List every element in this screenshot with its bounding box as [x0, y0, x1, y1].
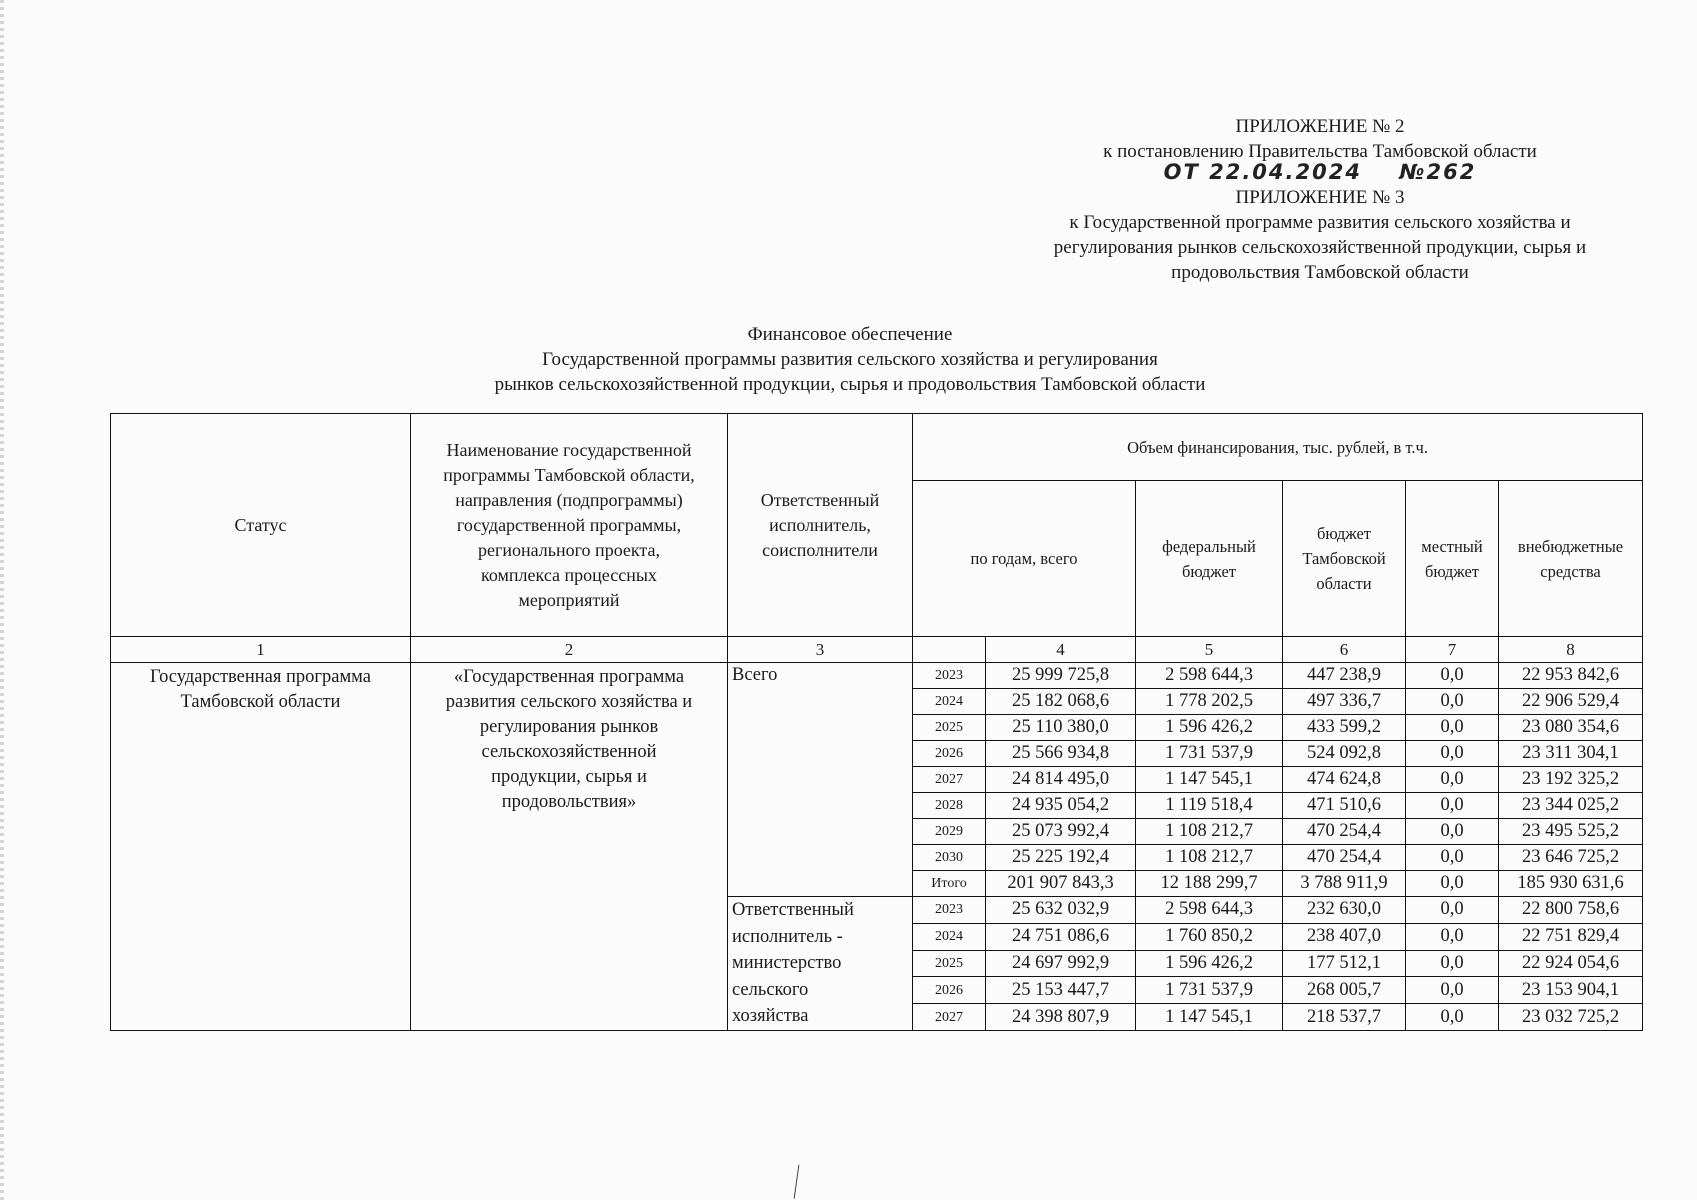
- total-cell: 24 697 992,9: [986, 950, 1136, 977]
- local-cell: 0,0: [1406, 819, 1499, 845]
- local-cell: 0,0: [1406, 741, 1499, 767]
- header-status: Статус: [111, 414, 411, 637]
- local-cell: 0,0: [1406, 845, 1499, 871]
- year-cell: 2027: [913, 767, 986, 793]
- year-cell: 2030: [913, 845, 986, 871]
- year-cell: 2028: [913, 793, 986, 819]
- local-cell: 0,0: [1406, 793, 1499, 819]
- column-number: 4: [986, 637, 1136, 663]
- year-cell: 2026: [913, 977, 986, 1004]
- column-numbers-row: [111, 637, 1643, 663]
- federal-cell: 1 596 426,2: [1136, 715, 1283, 741]
- regional-cell: 238 407,0: [1283, 923, 1406, 950]
- year-cell: 2023: [913, 897, 986, 924]
- regional-cell: 471 510,6: [1283, 793, 1406, 819]
- local-cell: 0,0: [1406, 767, 1499, 793]
- extrabudgetary-cell: 23 192 325,2: [1499, 767, 1643, 793]
- column-number: 7: [1406, 637, 1499, 663]
- federal-cell: 1 108 212,7: [1136, 845, 1283, 871]
- federal-cell: 1 147 545,1: [1136, 767, 1283, 793]
- regional-cell: 497 336,7: [1283, 689, 1406, 715]
- decree-reference: к постановлению Правительства Тамбовской области: [1103, 141, 1537, 162]
- total-cell: 24 935 054,2: [986, 793, 1136, 819]
- extrabudgetary-cell: 185 930 631,6: [1499, 871, 1643, 897]
- regional-cell: 447 238,9: [1283, 663, 1406, 689]
- federal-cell: 1 119 518,4: [1136, 793, 1283, 819]
- regional-cell: 433 599,2: [1283, 715, 1406, 741]
- regional-cell: 470 254,4: [1283, 819, 1406, 845]
- federal-cell: 1 108 212,7: [1136, 819, 1283, 845]
- total-cell: 25 153 447,7: [986, 977, 1136, 1004]
- extrabudgetary-cell: 23 344 025,2: [1499, 793, 1643, 819]
- title-line: Финансовое обеспечение: [747, 324, 953, 345]
- local-cell: 0,0: [1406, 950, 1499, 977]
- program-reference: [1000, 210, 1640, 285]
- year-cell: 2025: [913, 950, 986, 977]
- column-number-blank: [913, 637, 986, 663]
- executor-cell: Ответственный исполнитель - министерство сельского хозяйства: [728, 897, 913, 1031]
- handwritten-date-number: [1000, 161, 1640, 185]
- column-number: 3: [728, 637, 913, 663]
- year-cell: 2026: [913, 741, 986, 767]
- regional-cell: 474 624,8: [1283, 767, 1406, 793]
- year-cell: 2029: [913, 819, 986, 845]
- total-cell: 24 814 495,0: [986, 767, 1136, 793]
- regional-cell: 470 254,4: [1283, 845, 1406, 871]
- local-cell: 0,0: [1406, 715, 1499, 741]
- year-cell: 2027: [913, 1004, 986, 1031]
- extrabudgetary-cell: 23 153 904,1: [1499, 977, 1643, 1004]
- header-local: местный бюджет: [1406, 481, 1499, 637]
- extrabudgetary-cell: 22 751 829,4: [1499, 923, 1643, 950]
- total-cell: 25 566 934,8: [986, 741, 1136, 767]
- local-cell: 0,0: [1406, 923, 1499, 950]
- total-cell: 25 632 032,9: [986, 897, 1136, 924]
- local-cell: 0,0: [1406, 663, 1499, 689]
- financing-table: [110, 413, 1643, 1031]
- local-cell: 0,0: [1406, 871, 1499, 897]
- header-federal: федеральный бюджет: [1136, 481, 1283, 637]
- year-cell: 2024: [913, 689, 986, 715]
- total-cell: 201 907 843,3: [986, 871, 1136, 897]
- total-cell: 25 999 725,8: [986, 663, 1136, 689]
- regional-cell: 3 788 911,9: [1283, 871, 1406, 897]
- total-cell: 25 182 068,6: [986, 689, 1136, 715]
- regional-cell: 218 537,7: [1283, 1004, 1406, 1031]
- extrabudgetary-cell: 23 495 525,2: [1499, 819, 1643, 845]
- extrabudgetary-cell: 22 906 529,4: [1499, 689, 1643, 715]
- regional-cell: 232 630,0: [1283, 897, 1406, 924]
- federal-cell: 1 731 537,9: [1136, 741, 1283, 767]
- executor-cell: Всего: [728, 663, 913, 897]
- federal-cell: 2 598 644,3: [1136, 663, 1283, 689]
- local-cell: 0,0: [1406, 977, 1499, 1004]
- total-cell: 25 225 192,4: [986, 845, 1136, 871]
- header-funding: Объем финансирования, тыс. рублей, в т.ч.: [913, 414, 1643, 481]
- header-row-1: [111, 414, 1643, 481]
- annex-header: [1000, 114, 1640, 285]
- column-number: 8: [1499, 637, 1643, 663]
- header-executor: Ответственный исполнитель, соисполнители: [728, 414, 913, 637]
- federal-cell: 1 596 426,2: [1136, 950, 1283, 977]
- document-title: [350, 322, 1350, 397]
- title-line: рынков сельскохозяйственной продукции, сырья и продовольствия Тамбовской области: [494, 374, 1206, 395]
- total-cell: 25 073 992,4: [986, 819, 1136, 845]
- total-cell: 24 398 807,9: [986, 1004, 1136, 1031]
- column-number: 1: [111, 637, 411, 663]
- annex-2-label: ПРИЛОЖЕНИЕ № 2: [1235, 116, 1405, 137]
- federal-cell: 1 778 202,5: [1136, 689, 1283, 715]
- status-cell: Государственная программа Тамбовской области: [111, 663, 411, 1031]
- extrabudgetary-cell: 23 032 725,2: [1499, 1004, 1643, 1031]
- federal-cell: 2 598 644,3: [1136, 897, 1283, 924]
- header-name: Наименование государственной программы Тамбовской области, направления (подпрограммы) государственной программы, регионального проекта, комплекса процессных мероприятий: [411, 414, 728, 637]
- handwritten-date: ОТ 22.04.2024: [1163, 160, 1362, 184]
- year-cell: 2023: [913, 663, 986, 689]
- handwritten-number: №262: [1399, 160, 1477, 184]
- local-cell: 0,0: [1406, 689, 1499, 715]
- header-extrabudgetary: внебюджетные средства: [1499, 481, 1643, 637]
- column-number: 5: [1136, 637, 1283, 663]
- total-cell: 24 751 086,6: [986, 923, 1136, 950]
- table-row: [111, 663, 1643, 689]
- column-number: 2: [411, 637, 728, 663]
- regional-cell: 177 512,1: [1283, 950, 1406, 977]
- federal-cell: 12 188 299,7: [1136, 871, 1283, 897]
- federal-cell: 1 760 850,2: [1136, 923, 1283, 950]
- extrabudgetary-cell: 22 800 758,6: [1499, 897, 1643, 924]
- year-cell: Итого: [913, 871, 986, 897]
- regional-cell: 524 092,8: [1283, 741, 1406, 767]
- program-reference-line: регулирования рынков сельскохозяйственной продукции, сырья и: [1053, 237, 1587, 258]
- local-cell: 0,0: [1406, 897, 1499, 924]
- federal-cell: 1 147 545,1: [1136, 1004, 1283, 1031]
- extrabudgetary-cell: 23 080 354,6: [1499, 715, 1643, 741]
- program-reference-line: продовольствия Тамбовской области: [1171, 262, 1469, 283]
- extrabudgetary-cell: 23 646 725,2: [1499, 845, 1643, 871]
- column-number: 6: [1283, 637, 1406, 663]
- header-by-years: по годам, всего: [913, 481, 1136, 637]
- total-cell: 25 110 380,0: [986, 715, 1136, 741]
- annex-3-label: ПРИЛОЖЕНИЕ № 3: [1235, 187, 1405, 208]
- local-cell: 0,0: [1406, 1004, 1499, 1031]
- year-cell: 2024: [913, 923, 986, 950]
- extrabudgetary-cell: 23 311 304,1: [1499, 741, 1643, 767]
- extrabudgetary-cell: 22 924 054,6: [1499, 950, 1643, 977]
- federal-cell: 1 731 537,9: [1136, 977, 1283, 1004]
- program-name-cell: «Государственная программа развития сельского хозяйства и регулирования рынков сельскохозяйственной продукции, сырья и продовольствия»: [411, 663, 728, 1031]
- year-cell: 2025: [913, 715, 986, 741]
- header-regional: бюджет Тамбовской области: [1283, 481, 1406, 637]
- regional-cell: 268 005,7: [1283, 977, 1406, 1004]
- extrabudgetary-cell: 22 953 842,6: [1499, 663, 1643, 689]
- title-line: Государственной программы развития сельского хозяйства и регулирования: [542, 349, 1158, 370]
- program-reference-line: к Государственной программе развития сельского хозяйства и: [1069, 212, 1571, 233]
- scan-edge-artifact: [0, 0, 4, 1200]
- pen-mark: [794, 1165, 803, 1199]
